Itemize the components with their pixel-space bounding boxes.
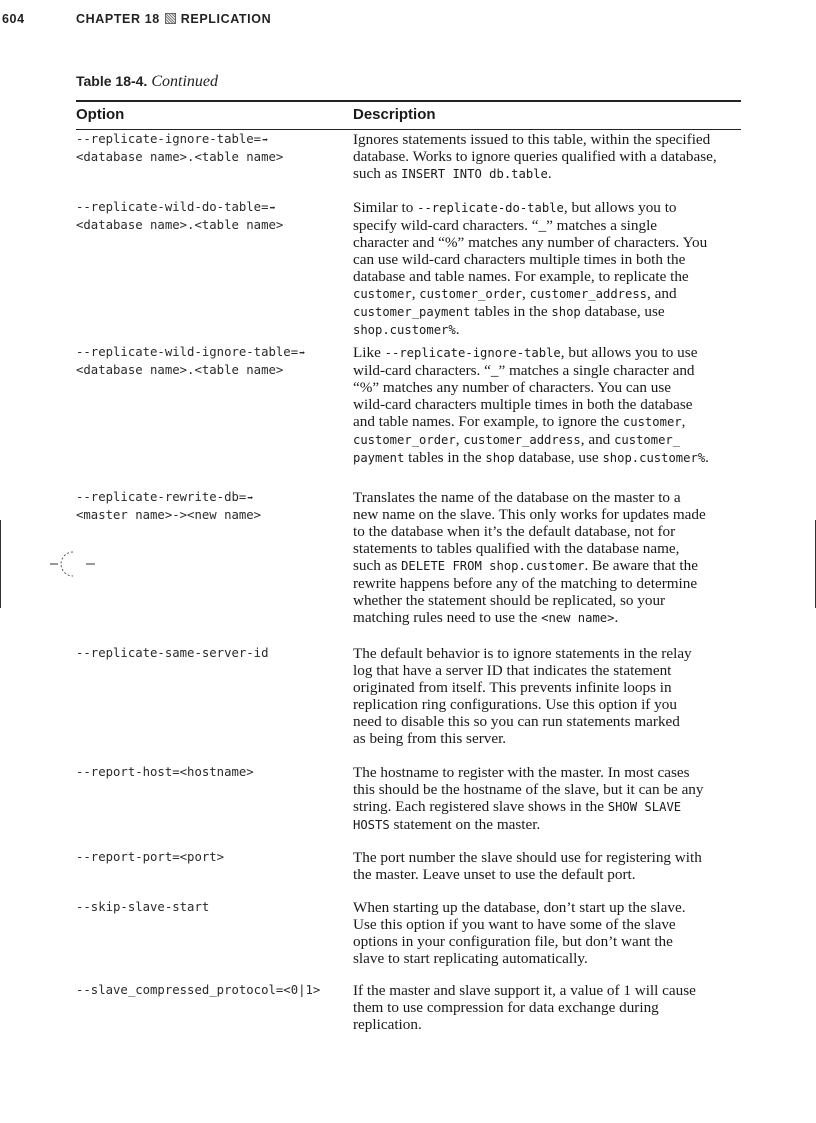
description-text: , and <box>580 431 615 448</box>
option-cell <box>76 849 341 866</box>
inline-code: DELETE FROM shop.customer <box>401 559 585 573</box>
description-cell <box>353 899 743 967</box>
line-continuation-arrow-icon: ➡ <box>299 348 306 359</box>
inline-code: --replicate-do-table <box>417 201 564 215</box>
chapter-label: CHAPTER 18 <box>76 12 160 26</box>
description-text: specify wild-card characters. “_” matches a single <box>353 217 658 234</box>
inline-code: INSERT INTO db.table <box>401 167 548 181</box>
description-line <box>353 645 743 662</box>
description-text: can use wild-card characters multiple times in both the <box>353 251 686 268</box>
table-caption-title: Continued <box>151 73 218 90</box>
option-cell <box>76 899 341 916</box>
description-line <box>353 165 743 183</box>
option-line <box>76 131 341 149</box>
crop-bar-left <box>0 520 1 608</box>
description-line <box>353 849 743 866</box>
inline-code: shop.customer% <box>602 451 706 465</box>
option-cell <box>76 489 341 524</box>
description-text: Ignores statements issued to this table, within the specified <box>353 131 711 148</box>
description-line <box>353 557 743 575</box>
description-text: Like <box>353 344 385 361</box>
description-text: rewrite happens before any of the matching to determine <box>353 575 698 592</box>
description-line <box>353 268 743 285</box>
description-line <box>353 781 743 798</box>
description-text: log that have a server ID that indicates the statement <box>353 662 672 679</box>
option-text: <database name>.<table name> <box>76 150 284 164</box>
description-text: the master. Leave unset to use the default port. <box>353 866 636 883</box>
option-cell <box>76 344 341 379</box>
description-line <box>353 362 743 379</box>
description-text: When starting up the database, don’t start up the slave. <box>353 899 686 916</box>
description-text: wild-card characters multiple times in both the database <box>353 396 693 413</box>
description-text: The default behavior is to ignore statements in the relay <box>353 645 692 662</box>
description-line <box>353 344 743 362</box>
description-text: database. Works to ignore queries qualified with a database, <box>353 148 717 165</box>
description-text: slave to start replicating automatically. <box>353 950 588 967</box>
description-line <box>353 933 743 950</box>
option-line <box>76 645 341 662</box>
description-line <box>353 321 743 339</box>
option-cell <box>76 982 341 999</box>
description-text: matching rules need to use the <box>353 609 542 626</box>
line-continuation-arrow-icon: ➡ <box>269 203 276 214</box>
description-text: , but allows you to use <box>560 344 698 361</box>
description-text: wild-card characters. “_” matches a single character and <box>353 362 695 379</box>
inline-code: customer <box>622 415 682 429</box>
description-line <box>353 431 743 449</box>
line-continuation-arrow-icon: ➡ <box>262 135 269 146</box>
option-cell <box>76 764 341 781</box>
description-text: statement on the master. <box>389 816 541 833</box>
option-text: --replicate-wild-ignore-table= <box>76 345 299 359</box>
description-text: such as <box>353 557 402 574</box>
description-line <box>353 234 743 251</box>
description-text: database and table names. For example, to replicate the <box>353 268 689 285</box>
option-text: --skip-slave-start <box>76 900 210 914</box>
inline-code: SHOW SLAVE <box>607 800 682 814</box>
description-line <box>353 396 743 413</box>
option-cell <box>76 199 341 234</box>
column-header-description: Description <box>353 106 436 123</box>
page-number: 604 <box>2 12 25 26</box>
description-line <box>353 592 743 609</box>
inline-code: shop <box>551 305 581 319</box>
description-cell <box>353 199 743 339</box>
description-text: statements to tables qualified with the database name, <box>353 540 680 557</box>
option-line <box>76 764 341 781</box>
description-text: . <box>547 165 552 182</box>
option-text: --report-host=<hostname> <box>76 765 254 779</box>
description-line <box>353 764 743 781</box>
description-text: , <box>522 285 530 302</box>
description-cell <box>353 344 743 467</box>
inline-code: customer_address <box>529 287 648 301</box>
description-text: options in your configuration file, but don’t want the <box>353 933 673 950</box>
inline-code: customer_ <box>614 433 681 447</box>
inline-code: customer_order <box>353 433 456 447</box>
description-line <box>353 199 743 217</box>
description-text: , <box>681 413 686 430</box>
description-line <box>353 575 743 592</box>
description-text: as being from this server. <box>353 730 507 747</box>
description-line <box>353 413 743 431</box>
description-cell <box>353 131 743 183</box>
description-line <box>353 950 743 967</box>
description-line <box>353 916 743 933</box>
option-cell <box>76 131 341 166</box>
description-line <box>353 379 743 396</box>
description-text: database, use <box>514 449 603 466</box>
description-line <box>353 131 743 148</box>
description-text: tables in the <box>404 449 486 466</box>
option-text: <database name>.<table name> <box>76 218 284 232</box>
chapter-title: REPLICATION <box>180 12 272 26</box>
inline-code: <new name> <box>541 611 615 625</box>
description-text: and table names. For example, to ignore the <box>353 413 623 430</box>
option-line <box>76 199 341 217</box>
description-text: tables in the <box>470 303 552 320</box>
option-line <box>76 507 341 524</box>
description-text: them to use compression for data exchange during <box>353 999 659 1016</box>
description-line <box>353 148 743 165</box>
description-text: Similar to <box>353 199 418 216</box>
description-text: , <box>411 285 420 302</box>
chapter-heading <box>76 12 271 26</box>
description-line <box>353 1016 743 1033</box>
table-number: Table 18-4. <box>76 73 148 89</box>
option-line <box>76 982 341 999</box>
description-line <box>353 506 743 523</box>
description-line <box>353 609 743 627</box>
inline-code: shop <box>485 451 515 465</box>
description-text: . <box>614 609 619 626</box>
description-text: new name on the slave. This only works for updates made <box>353 506 706 523</box>
description-line <box>353 679 743 696</box>
description-line <box>353 730 743 747</box>
option-text: <master name>-><new name> <box>76 508 262 522</box>
table-caption <box>76 73 218 91</box>
description-text: . Be aware that the <box>584 557 698 574</box>
description-line <box>353 489 743 506</box>
description-text: “%” matches any number of characters. You can use <box>353 379 671 396</box>
description-line <box>353 713 743 730</box>
description-line <box>353 523 743 540</box>
description-text: originated from itself. This prevents infinite loops in <box>353 679 672 696</box>
description-text: The hostname to register with the master. In most cases <box>353 764 690 781</box>
description-cell <box>353 982 743 1033</box>
option-text: <database name>.<table name> <box>76 363 284 377</box>
options-table <box>76 100 741 1033</box>
description-line <box>353 899 743 916</box>
inline-code: payment <box>353 451 405 465</box>
option-text: --report-port=<port> <box>76 850 225 864</box>
option-text: --replicate-same-server-id <box>76 646 269 660</box>
description-text: , and <box>647 285 677 302</box>
inline-code: HOSTS <box>353 818 390 832</box>
crop-mark-icon <box>48 548 100 580</box>
inline-code: customer <box>353 287 412 301</box>
inline-code: customer_payment <box>353 305 471 319</box>
option-text: --replicate-ignore-table= <box>76 132 262 146</box>
description-line <box>353 662 743 679</box>
description-line <box>353 696 743 713</box>
option-line <box>76 489 341 507</box>
option-cell <box>76 645 341 662</box>
option-text: --replicate-wild-do-table= <box>76 200 269 214</box>
description-text: this should be the hostname of the slave, but it can be any <box>353 781 704 798</box>
description-text: replication ring configurations. Use this option if you <box>353 696 677 713</box>
description-text: need to disable this so you can run statements marked <box>353 713 680 730</box>
description-text: The port number the slave should use for registering with <box>353 849 702 866</box>
option-line <box>76 849 341 866</box>
line-continuation-arrow-icon: ➡ <box>247 493 254 504</box>
description-cell <box>353 764 743 834</box>
table-header-rule <box>76 129 741 130</box>
inline-code: customer_address <box>463 433 581 447</box>
column-header-option: Option <box>76 106 125 123</box>
description-line <box>353 982 743 999</box>
description-line <box>353 251 743 268</box>
option-line <box>76 899 341 916</box>
option-line <box>76 344 341 362</box>
description-text: whether the statement should be replicated, so your <box>353 592 666 609</box>
description-line <box>353 285 743 303</box>
inline-code: --replicate-ignore-table <box>384 346 561 360</box>
option-text: --replicate-rewrite-db= <box>76 490 247 504</box>
option-line <box>76 217 341 234</box>
description-cell <box>353 645 743 747</box>
description-line <box>353 217 743 234</box>
description-text: If the master and slave support it, a value of 1 will cause <box>353 982 696 999</box>
description-text: character and “%” matches any number of characters. You <box>353 234 708 251</box>
description-line <box>353 449 743 467</box>
table-header <box>76 102 741 129</box>
description-text: Translates the name of the database on the master to a <box>353 489 681 506</box>
option-line <box>76 149 341 166</box>
option-line <box>76 362 341 379</box>
description-line <box>353 816 743 834</box>
separator-icon <box>165 13 176 24</box>
description-text: Use this option if you want to have some of the slave <box>353 916 676 933</box>
description-cell <box>353 489 743 627</box>
description-text: . <box>705 449 709 466</box>
description-text: such as <box>353 165 402 182</box>
description-text: database, use <box>580 303 665 320</box>
inline-code: shop.customer% <box>353 323 456 337</box>
option-text: --slave_compressed_protocol=<0|1> <box>76 983 321 997</box>
description-text: to the database when it’s the default database, not for <box>353 523 676 540</box>
description-text: string. Each registered slave shows in the <box>353 798 608 815</box>
description-text: . <box>455 321 460 338</box>
description-text: , but allows you to <box>563 199 677 216</box>
description-text: , <box>455 431 464 448</box>
description-line <box>353 798 743 816</box>
description-cell <box>353 849 743 883</box>
description-line <box>353 999 743 1016</box>
description-line <box>353 540 743 557</box>
inline-code: customer_order <box>419 287 523 301</box>
description-line <box>353 303 743 321</box>
description-line <box>353 866 743 883</box>
description-text: replication. <box>353 1016 422 1033</box>
